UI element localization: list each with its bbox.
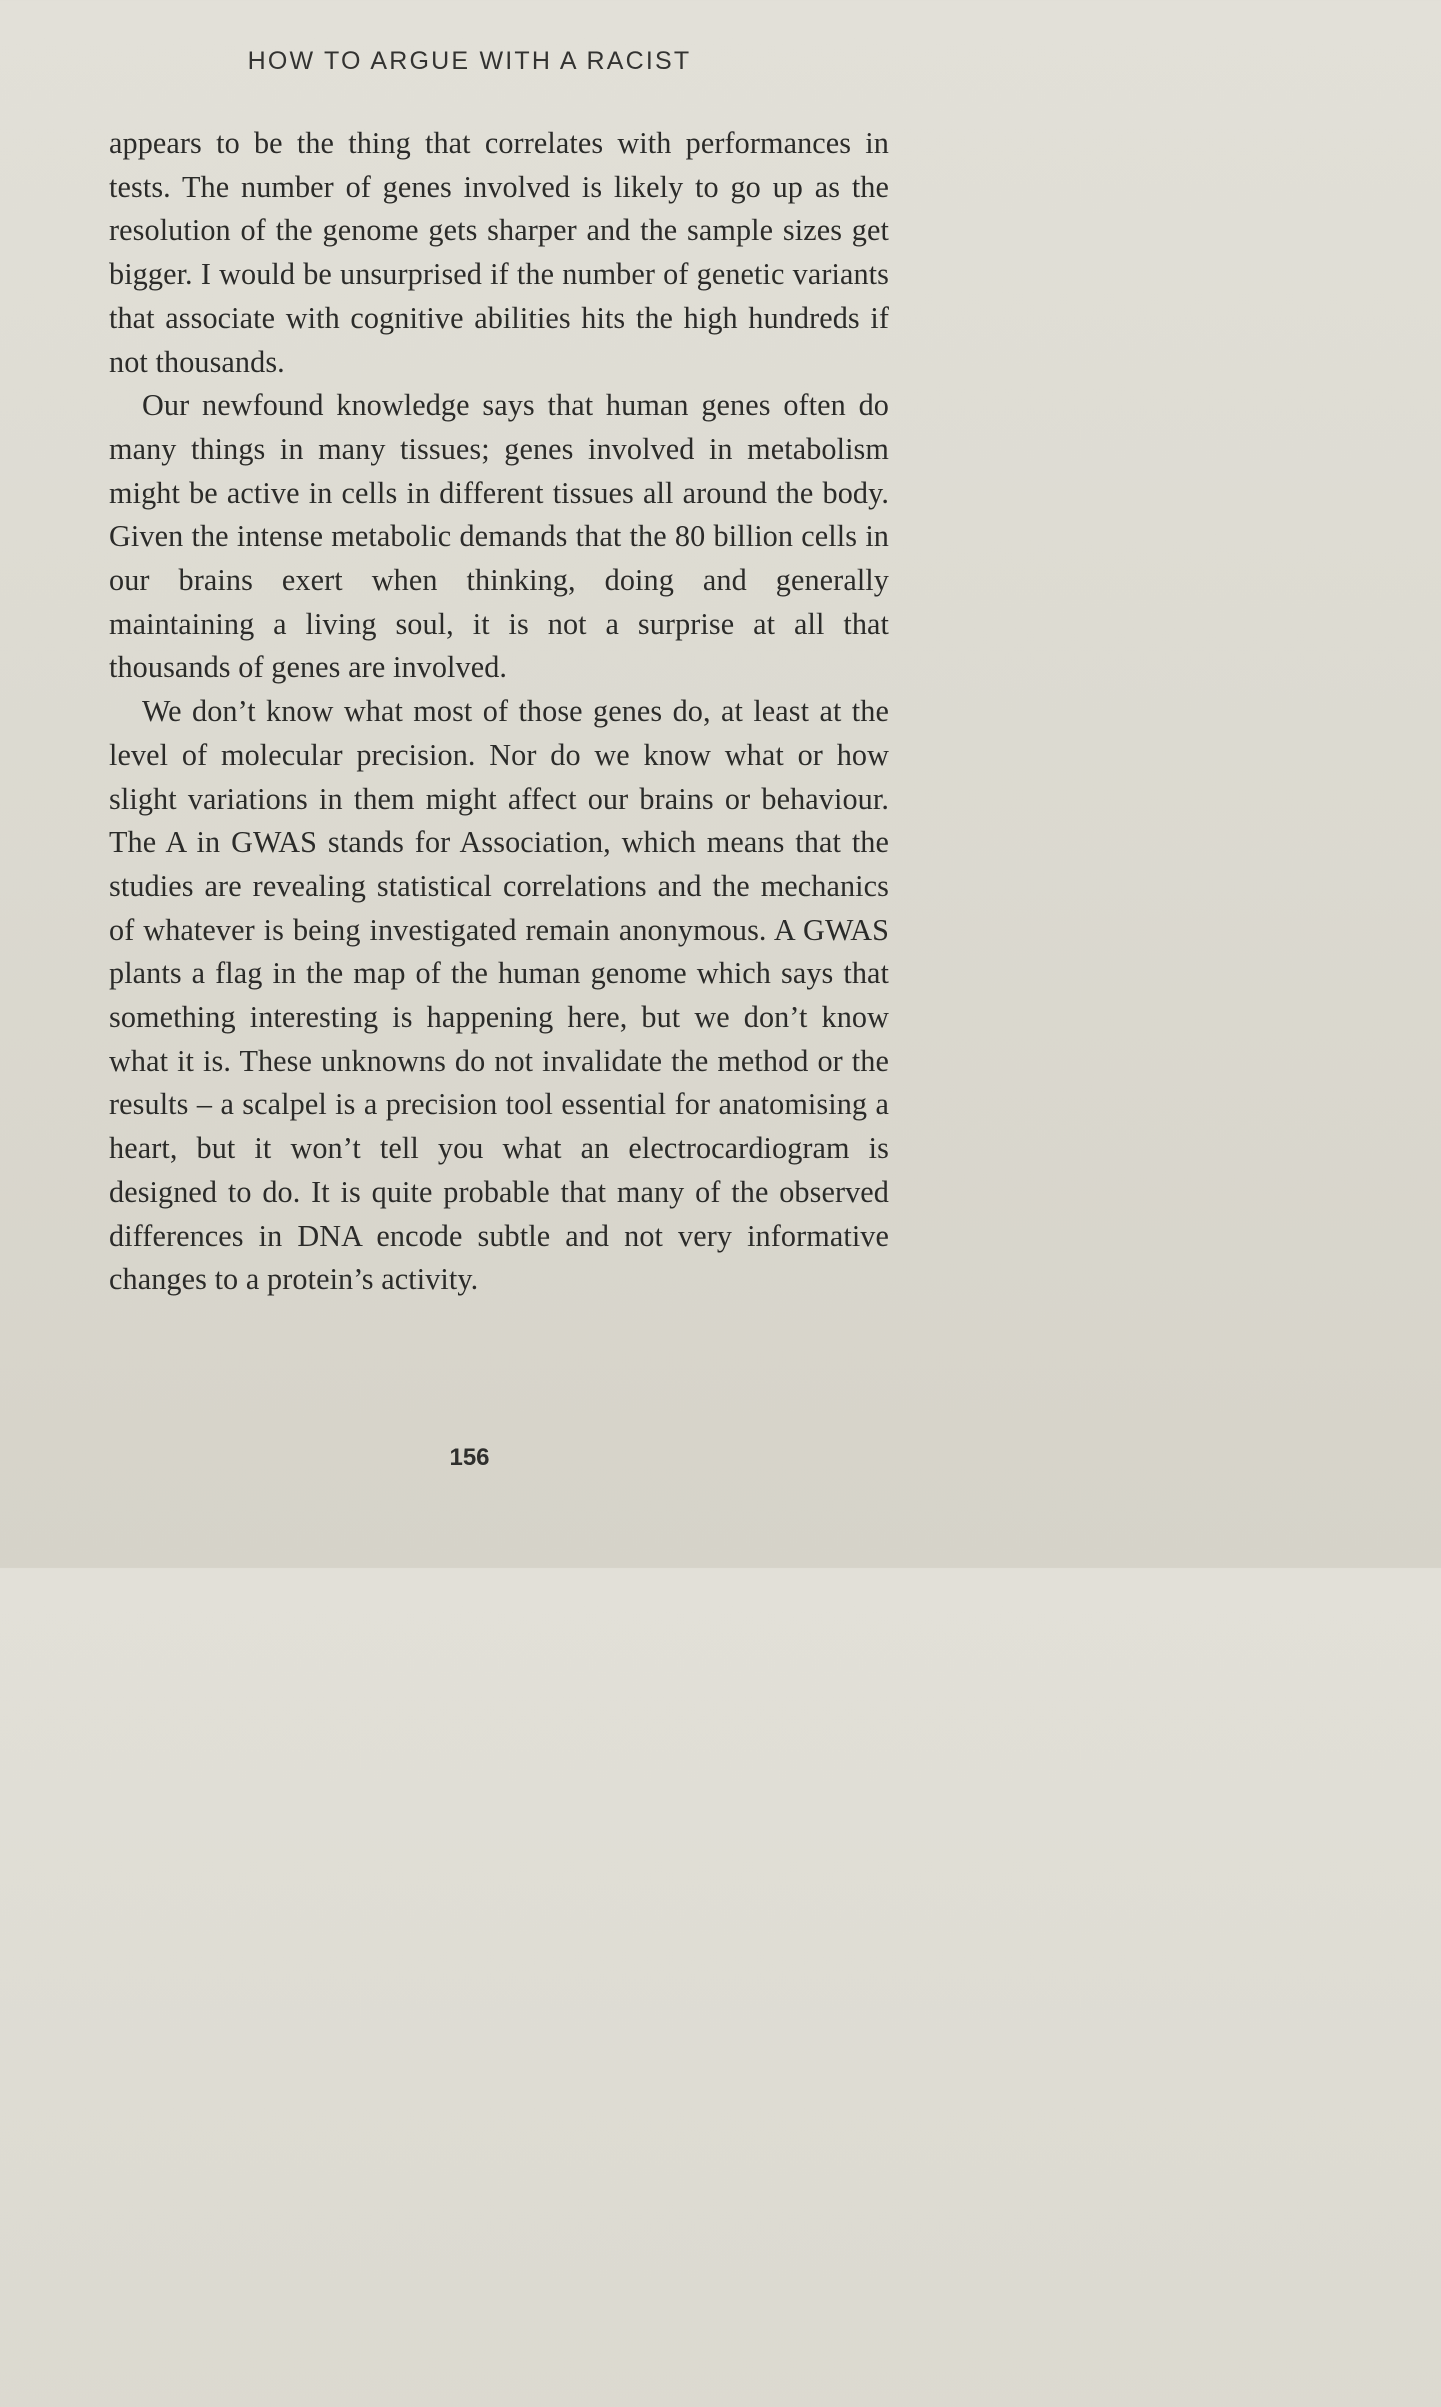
paragraph-2: Our newfound knowledge says that human genes often do many things in many tissues; genes involved in metabolism might be active in cells in different tissues all around the body. Given the intense metabolic demands that the 80 billion cells in our brains exert when thinking, doing and generally maintaining a living soul, it is not a surprise at all that thousands of genes are involved. xyxy=(109,388,889,685)
paragraph-1: appears to be the thing that correlates with performances in tests. The number of genes involved is likely to go up as the resolution of the genome gets sharper and the sample sizes get bigger. I would be unsurprised if the number of genetic variants that associate with cognitive abilities hits the high hundreds if not thousands. xyxy=(109,126,889,379)
book-page xyxy=(0,0,939,1568)
running-head: HOW TO ARGUE WITH A RACIST xyxy=(247,47,692,75)
body-text xyxy=(109,122,889,1302)
paragraph-3: We don’t know what most of those genes do, at least at the level of molecular precision. Nor do we know what or how slight variations in them might affect our brains or behaviour. The A in GWAS stands for Association, which means that the studies are revealing statistical correlations and the mechanics of whatever is being investigated remain anonymous. A GWAS plants a flag in the map of the human genome which says that something interesting is happening here, but we don’t know what it is. These unknowns do not invalidate the method or the results – a scalpel is a precision tool essential for anatomising a heart, but it won’t tell you what an electrocardiogram is designed to do. It is quite probable that many of the observed differences in DNA encode subtle and not very informative changes to a protein’s activity. xyxy=(109,694,889,1297)
page-number: 156 xyxy=(449,1444,490,1471)
